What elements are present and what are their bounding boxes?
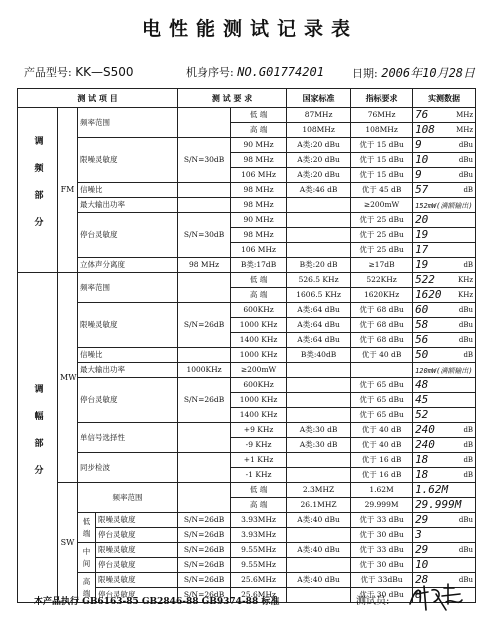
measured-unit: dBu: [458, 306, 474, 314]
measured-value: 1.62M: [415, 483, 449, 496]
national-standard: A类:40 dBu: [287, 573, 351, 588]
national-standard: [287, 213, 351, 228]
spec-requirement: 优于 68 dBu: [351, 333, 413, 348]
test-parameter: 98 MHz: [231, 183, 287, 198]
measured-unit: dBu: [458, 516, 474, 524]
test-condition: [178, 198, 231, 213]
table-row: [18, 363, 476, 378]
test-item: 单信号选择性: [78, 423, 178, 453]
spec-requirement: 优于 25 dBu: [351, 213, 413, 228]
test-condition: S/N=30dB: [178, 138, 231, 183]
test-condition: [178, 348, 231, 363]
test-parameter: 9.55MHz: [231, 543, 287, 558]
test-parameter: 高 端: [231, 123, 287, 138]
test-condition: S/N=26dB: [178, 528, 231, 543]
spec-requirement: 1.62M: [351, 483, 413, 498]
measured-unit: KHz: [458, 291, 474, 299]
header-test-item: 测 试 项 目: [18, 89, 178, 108]
table-row: [18, 183, 476, 198]
test-parameter: 3.93MHz: [231, 528, 287, 543]
test-item: 停台灵敏度: [78, 213, 178, 258]
spec-requirement: 522KHz: [351, 273, 413, 288]
sw-subband-label: [78, 513, 96, 543]
test-parameter: 90 MHz: [231, 213, 287, 228]
measured-cell: [413, 138, 476, 153]
tester-signature: [406, 580, 466, 616]
national-standard: 87MHz: [287, 108, 351, 123]
test-item: 立体声分离度: [78, 258, 178, 273]
test-item: 限噪灵敏度: [78, 138, 178, 183]
test-parameter: -9 KHz: [231, 438, 287, 453]
measured-value: 52: [415, 408, 429, 421]
spec-requirement: 优于 33 dBu: [351, 543, 413, 558]
measured-cell: [413, 213, 476, 228]
date-label: 日期:: [352, 67, 378, 80]
measured-cell: [413, 438, 476, 453]
measured-cell: [413, 168, 476, 183]
test-parameter: 90 MHz: [231, 138, 287, 153]
spec-requirement: 优于 15 dBu: [351, 153, 413, 168]
measured-unit: KHz: [458, 276, 474, 284]
spec-requirement: 优于 16 dB: [351, 468, 413, 483]
measured-unit: dB: [463, 186, 474, 194]
test-condition: [178, 483, 231, 513]
spec-requirement: 优于 25 dBu: [351, 243, 413, 258]
spec-requirement: ≥200mW: [351, 198, 413, 213]
test-parameter: 低 端: [231, 108, 287, 123]
date-field: [352, 64, 475, 81]
test-condition: S/N=26dB: [178, 543, 231, 558]
section-fm-label: 调频部分: [18, 108, 58, 273]
measured-value: 18: [415, 453, 429, 466]
test-parameter: +9 KHz: [231, 423, 287, 438]
spec-requirement: 76MHz: [351, 108, 413, 123]
measured-cell: [413, 408, 476, 423]
measured-value: 240: [415, 423, 435, 436]
test-record-table: [17, 88, 476, 603]
spec-requirement: 优于 33dBu: [351, 573, 413, 588]
table-row: [18, 543, 476, 558]
national-standard: 26.1MHZ: [287, 498, 351, 513]
test-item: 限噪灵敏度: [78, 303, 178, 348]
test-item: 停台灵敏度: [96, 528, 178, 543]
test-item: 信噪比: [78, 348, 178, 363]
measured-value: 45: [415, 393, 429, 406]
test-item: 停台灵敏度: [96, 558, 178, 573]
measured-unit: MHz: [456, 111, 474, 119]
table-row: [18, 513, 476, 528]
measured-value: 56: [415, 333, 429, 346]
table-body: [18, 89, 476, 603]
national-standard: A类:64 dBu: [287, 303, 351, 318]
measured-value: 28: [415, 573, 429, 586]
measured-unit: dBu: [458, 156, 474, 164]
national-standard: A类:20 dBu: [287, 153, 351, 168]
spec-requirement: 优于 65 dBu: [351, 408, 413, 423]
spec-requirement: 优于 16 dB: [351, 453, 413, 468]
spec-requirement: 优于 65 dBu: [351, 393, 413, 408]
test-parameter: 1000 KHz: [231, 393, 287, 408]
measured-value: 10: [415, 558, 429, 571]
measured-value: 76: [415, 108, 429, 121]
measured-unit: dBu: [458, 336, 474, 344]
header-national-standard: 国家标准: [287, 89, 351, 108]
spec-requirement: 优于 65 dBu: [351, 378, 413, 393]
measured-unit: dBu: [458, 321, 474, 329]
band-mw-label: MW: [58, 273, 78, 483]
test-condition: [178, 453, 231, 483]
test-parameter: 600KHz: [231, 303, 287, 318]
national-standard: A类:64 dBu: [287, 318, 351, 333]
test-condition: 98 MHz: [178, 258, 231, 273]
measured-value: 18: [415, 468, 429, 481]
test-parameter: 低 端: [231, 273, 287, 288]
spec-requirement: 优于 15 dBu: [351, 138, 413, 153]
measured-value: 1620: [415, 288, 442, 301]
table-row: [18, 138, 476, 153]
date-value: 2006年10月28日: [381, 66, 476, 80]
test-condition: S/N=26dB: [178, 588, 231, 603]
national-standard: [287, 393, 351, 408]
measured-unit: MHz: [456, 126, 474, 134]
test-parameter: 98 MHz: [231, 153, 287, 168]
spec-requirement: [351, 363, 413, 378]
test-parameter: 3.93MHz: [231, 513, 287, 528]
measured-unit: dB: [463, 471, 474, 479]
spec-requirement: 优于 40 dB: [351, 423, 413, 438]
measured-cell: [413, 288, 476, 303]
test-parameter: 1400 KHz: [231, 408, 287, 423]
national-standard: [287, 198, 351, 213]
section-mw-label: 调幅部分: [18, 273, 58, 603]
test-condition: [178, 273, 231, 303]
spec-requirement: 优于 30 dBu: [351, 588, 413, 603]
measured-cell: [413, 228, 476, 243]
measured-value: 120mW(满额输出): [415, 366, 473, 375]
measured-value: 9: [415, 168, 422, 181]
national-standard: 2.3MHZ: [287, 483, 351, 498]
test-item: 停台灵敏度: [96, 588, 178, 603]
national-standard: [287, 468, 351, 483]
test-item: 停台灵敏度: [78, 378, 178, 423]
table-header-row: [18, 89, 476, 108]
band-fm-label: FM: [58, 108, 78, 273]
national-standard: A类:40 dBu: [287, 543, 351, 558]
measured-cell: [413, 258, 476, 273]
test-condition: S/N=26dB: [178, 303, 231, 348]
national-standard: [287, 378, 351, 393]
national-standard: [287, 528, 351, 543]
measured-unit: dBu: [458, 141, 474, 149]
test-item: 限噪灵敏度: [96, 573, 178, 588]
measured-value: 19: [415, 258, 429, 271]
measured-value: 57: [415, 183, 429, 196]
test-parameter: 低 端: [231, 483, 287, 498]
measured-cell: [413, 273, 476, 288]
test-parameter: -1 KHz: [231, 468, 287, 483]
tester-label: 测试员:: [356, 596, 390, 607]
test-parameter: 25.6MHz: [231, 573, 287, 588]
measured-cell: [413, 183, 476, 198]
test-parameter: 9.55MHz: [231, 558, 287, 573]
test-item: 频率范围: [78, 273, 178, 303]
test-parameter: 1000 KHz: [231, 318, 287, 333]
measured-value: 3: [415, 528, 422, 541]
test-item: 信噪比: [78, 183, 178, 198]
spec-requirement: 优于 68 dBu: [351, 318, 413, 333]
measured-value: 10: [415, 153, 429, 166]
measured-unit: dBu: [458, 576, 474, 584]
model-label: 产品型号:: [24, 66, 72, 79]
national-standard: [287, 228, 351, 243]
measured-value: 9: [415, 138, 422, 151]
national-standard: [287, 558, 351, 573]
table-row: [18, 423, 476, 438]
measured-cell: [413, 198, 476, 213]
measured-value: 58: [415, 318, 429, 331]
header-test-requirement: 测 试 要 求: [178, 89, 287, 108]
measured-value: 48: [415, 378, 429, 391]
test-parameter: 1400 KHz: [231, 333, 287, 348]
spec-requirement: 优于 45 dB: [351, 183, 413, 198]
table-row: [18, 108, 476, 123]
test-parameter: 600KHz: [231, 378, 287, 393]
national-standard: B类:40dB: [287, 348, 351, 363]
measured-cell: [413, 363, 476, 378]
national-standard: 526.5 KHz: [287, 273, 351, 288]
measured-unit: dB: [463, 441, 474, 449]
measured-cell: [413, 153, 476, 168]
national-standard: A类:40 dBu: [287, 513, 351, 528]
measured-cell: [413, 318, 476, 333]
sw-subband-char: 端: [82, 528, 91, 538]
spec-requirement: 优于 15 dBu: [351, 168, 413, 183]
national-standard: [287, 588, 351, 603]
test-item: 限噪灵敏度: [96, 513, 178, 528]
measured-unit: dBu: [458, 171, 474, 179]
test-parameter: 98 MHz: [231, 198, 287, 213]
national-standard: B类:20 dB: [287, 258, 351, 273]
measured-value: 522: [415, 273, 435, 286]
test-condition: S/N=26dB: [178, 573, 231, 588]
band-sw-label: SW: [58, 483, 78, 603]
table-row: [18, 348, 476, 363]
test-item: 同步检波: [78, 453, 178, 483]
measured-value: 29.999M: [415, 498, 462, 511]
spec-requirement: 优于 33 dBu: [351, 513, 413, 528]
test-condition: [178, 183, 231, 198]
measured-value: 50: [415, 348, 429, 361]
page-title: 电性能测试记录表: [141, 18, 358, 40]
table-row: [18, 213, 476, 228]
measured-value: 19: [415, 228, 429, 241]
measured-cell: [413, 423, 476, 438]
test-parameter: 高 端: [231, 498, 287, 513]
sw-subband-char: 低: [82, 516, 91, 526]
sw-subband-char: 间: [82, 558, 91, 568]
test-parameter: 98 MHz: [231, 228, 287, 243]
test-condition: 1000KHz: [178, 363, 231, 378]
measured-cell: [413, 558, 476, 573]
sw-subband-char: 高: [82, 576, 91, 586]
table-row: [18, 378, 476, 393]
serial-field: [186, 64, 324, 80]
national-standard: A类:46 dB: [287, 183, 351, 198]
table-row: [18, 198, 476, 213]
national-standard: [287, 243, 351, 258]
test-parameter: ≥200mW: [231, 363, 287, 378]
national-standard: A类:20 dBu: [287, 168, 351, 183]
spec-requirement: 优于 68 dBu: [351, 303, 413, 318]
test-item: 限噪灵敏度: [96, 543, 178, 558]
test-item: 频率范围: [78, 483, 178, 513]
header-spec-requirement: 指标要求: [351, 89, 413, 108]
test-item: 最大输出功率: [78, 363, 178, 378]
national-standard: [287, 363, 351, 378]
national-standard: [287, 453, 351, 468]
serial-value: NO.G01774201: [237, 65, 324, 79]
measured-cell: [413, 333, 476, 348]
measured-unit: dB: [463, 426, 474, 434]
spec-requirement: 优于 30 dBu: [351, 558, 413, 573]
table-row: [18, 453, 476, 468]
test-parameter: 高 端: [231, 288, 287, 303]
test-parameter: 106 MHz: [231, 168, 287, 183]
national-standard: [287, 408, 351, 423]
table-row: [18, 258, 476, 273]
test-condition: S/N=30dB: [178, 213, 231, 258]
test-parameter: 1000 KHz: [231, 348, 287, 363]
spec-requirement: 108MHz: [351, 123, 413, 138]
measured-cell: [413, 378, 476, 393]
national-standard: A类:20 dBu: [287, 138, 351, 153]
measured-unit: dB: [463, 261, 474, 269]
spec-requirement: 优于 40 dB: [351, 348, 413, 363]
test-condition: [178, 423, 231, 453]
measured-value: 29: [415, 513, 429, 526]
standards-note: 本产品执行 GB6163-85 GB2846-88 GB9374-88 标准: [34, 597, 280, 607]
measured-cell: [413, 543, 476, 558]
measured-cell: [413, 528, 476, 543]
measured-cell: [413, 123, 476, 138]
sw-subband-char: 中: [82, 546, 91, 556]
measured-cell: [413, 243, 476, 258]
table-row: [18, 483, 476, 498]
test-condition: S/N=26dB: [178, 558, 231, 573]
spec-requirement: 1620KHz: [351, 288, 413, 303]
measured-cell: [413, 483, 476, 498]
measured-value: 17: [415, 243, 429, 256]
measured-cell: [413, 303, 476, 318]
national-standard: A类:64 dBu: [287, 333, 351, 348]
measured-value: 60: [415, 303, 429, 316]
measured-unit: dB: [463, 351, 474, 359]
test-parameter: +1 KHz: [231, 453, 287, 468]
measured-value: 29: [415, 543, 429, 556]
national-standard: 108MHz: [287, 123, 351, 138]
test-parameter: 25.6MHz: [231, 588, 287, 603]
national-standard: 1606.5 KHz: [287, 288, 351, 303]
model-field: [24, 64, 133, 80]
spec-requirement: 优于 40 dB: [351, 438, 413, 453]
table-row: [18, 303, 476, 318]
header-measured-data: 实测数据: [413, 89, 476, 108]
model-value: KK—S500: [75, 65, 134, 79]
measured-unit: dBu: [458, 546, 474, 554]
sw-subband-label: [78, 543, 96, 573]
spec-requirement: 29.999M: [351, 498, 413, 513]
measured-unit: dB: [463, 456, 474, 464]
national-standard: A类:30 dB: [287, 438, 351, 453]
test-parameter: B类:17dB: [231, 258, 287, 273]
measured-cell: [413, 108, 476, 123]
test-condition: S/N=26dB: [178, 513, 231, 528]
measured-value: 108: [415, 123, 435, 136]
national-standard: A类:30 dB: [287, 423, 351, 438]
test-condition: S/N=26dB: [178, 378, 231, 423]
spec-requirement: 优于 25 dBu: [351, 228, 413, 243]
measured-cell: [413, 348, 476, 363]
spec-requirement: 优于 30 dBu: [351, 528, 413, 543]
serial-label: 机身序号:: [186, 66, 234, 79]
test-parameter: 106 MHz: [231, 243, 287, 258]
measured-value: 152mW(满额输出): [415, 201, 473, 210]
measured-cell: [413, 498, 476, 513]
test-condition: [178, 108, 231, 138]
measured-cell: [413, 468, 476, 483]
measured-value: 240: [415, 438, 435, 451]
sw-subband-char: 端: [82, 588, 91, 598]
spec-requirement: ≥17dB: [351, 258, 413, 273]
table-row: [18, 273, 476, 288]
measured-value: 20: [415, 213, 429, 226]
measured-cell: [413, 393, 476, 408]
measured-cell: [413, 453, 476, 468]
test-item: 最大输出功率: [78, 198, 178, 213]
measured-value: 8: [415, 588, 422, 601]
test-item: 频率范围: [78, 108, 178, 138]
measured-cell: [413, 513, 476, 528]
